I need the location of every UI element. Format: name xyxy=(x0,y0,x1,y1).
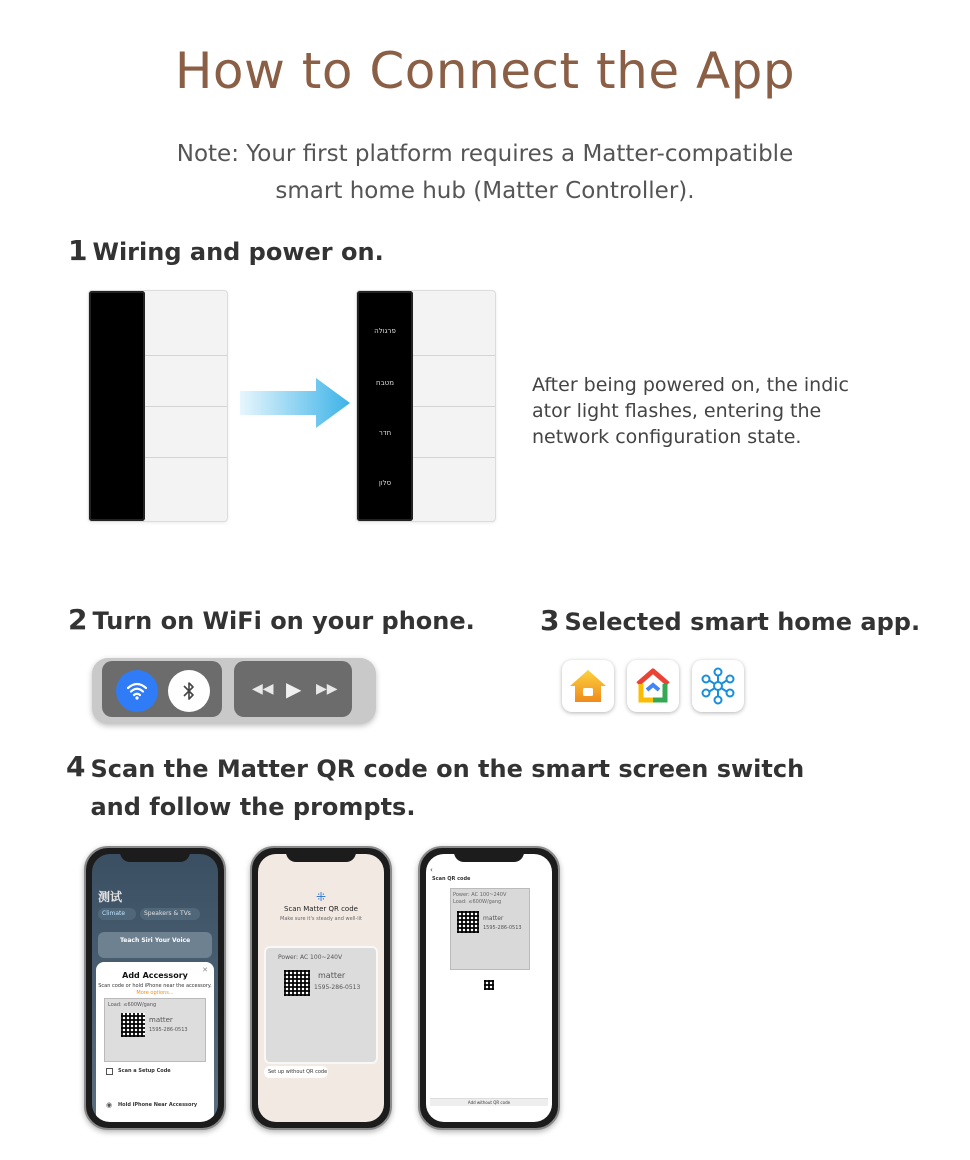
step-label: Selected smart home app. xyxy=(564,608,921,636)
step-1-description: After being powered on, the indic ator light flashes, entering the network configuration state. xyxy=(532,374,850,448)
setup-without-qr-button[interactable]: Set up without QR code xyxy=(264,1066,328,1078)
note-text xyxy=(0,136,970,210)
nfc-icon: ◉ xyxy=(106,1101,113,1109)
note-line-1: Note: Your first platform requires a Matter-compatible xyxy=(176,141,794,167)
phone-add-accessory xyxy=(84,846,226,1130)
switch-label: חדר xyxy=(378,429,392,437)
rewind-icon[interactable]: ◀◀ xyxy=(252,681,274,697)
wifi-icon[interactable] xyxy=(116,670,158,712)
fast-forward-icon[interactable]: ▶▶ xyxy=(316,681,338,697)
qr-code-small xyxy=(484,980,494,990)
switch-before xyxy=(88,290,228,522)
switch-label: סלון xyxy=(378,479,392,487)
step-3-heading xyxy=(540,603,920,641)
phone-screen: 测试 Climate Speakers & TVs Teach Siri Your Voice Add Accessory ✕ Scan code or hold iPhone near the accessory. More options... Load: ≤600W/gang matter 1595-286-0513 Scan a Setup Code Hold iPhone Near Accessory ◉ xyxy=(92,854,218,1122)
page-title: How to Connect the App xyxy=(174,42,796,100)
apple-home-icon[interactable] xyxy=(562,660,614,712)
switch-glass-panel xyxy=(89,291,145,521)
step-label: Scan the Matter QR code on the smart screen switch and follow the prompts. xyxy=(90,755,805,821)
step-2-heading xyxy=(68,602,475,640)
bluetooth-icon[interactable] xyxy=(168,670,210,712)
siri-card[interactable]: Teach Siri Your Voice xyxy=(98,932,212,958)
step-number: 3 xyxy=(540,604,560,637)
step-label: Wiring and power on. xyxy=(92,238,384,266)
media-module xyxy=(234,661,352,717)
step-4-heading xyxy=(66,750,804,826)
qr-code xyxy=(121,1013,145,1037)
control-center-panel xyxy=(92,658,376,724)
more-options-link[interactable]: More options... xyxy=(136,990,174,996)
scan-code-icon xyxy=(106,1068,113,1075)
qr-camera-view: Power: AC 100~240V Load: ≤600W/gang matter 1595-286-0513 xyxy=(450,888,530,970)
close-icon[interactable]: ✕ xyxy=(202,966,208,974)
phone-screen: ‹ Scan QR code Power: AC 100~240V Load: ≤600W/gang matter 1595-286-0513 Add without QR code xyxy=(426,854,552,1122)
qr-camera-view: Load: ≤600W/gang matter 1595-286-0513 xyxy=(104,998,206,1062)
phone-scan-qr xyxy=(418,846,560,1130)
smartthings-icon[interactable] xyxy=(692,660,744,712)
add-without-qr-button[interactable]: Add without QR code xyxy=(430,1098,548,1106)
google-home-icon[interactable] xyxy=(627,660,679,712)
tile-climate[interactable]: Climate xyxy=(98,908,136,920)
qr-camera-view: Power: AC 100~240V matter 1595-286-0513 xyxy=(264,946,378,1064)
qr-code xyxy=(284,970,310,996)
step-number: 1 xyxy=(68,234,88,267)
option-scan-code[interactable]: Scan a Setup Code xyxy=(118,1068,171,1074)
tile-speakers[interactable]: Speakers & TVs xyxy=(140,908,200,920)
matter-logo-icon: ⁜ xyxy=(315,890,327,904)
switch-label: מטבח xyxy=(376,379,394,387)
connectivity-module xyxy=(102,661,222,717)
arrow-right-icon xyxy=(240,376,352,430)
step-1-heading xyxy=(68,233,384,271)
phone-scan-matter xyxy=(250,846,392,1130)
switch-after xyxy=(356,290,496,522)
step-number: 4 xyxy=(66,750,86,783)
step-number: 2 xyxy=(68,603,88,636)
back-icon[interactable]: ‹ xyxy=(430,866,433,874)
qr-code xyxy=(457,911,479,933)
step-label: Turn on WiFi on your phone. xyxy=(92,607,475,635)
note-line-2: smart home hub (Matter Controller). xyxy=(275,178,695,204)
option-hold-near[interactable]: Hold iPhone Near Accessory xyxy=(118,1102,198,1108)
add-accessory-sheet: Add Accessory ✕ Scan code or hold iPhone near the accessory. More options... Load: ≤600W/gang matter 1595-286-0513 Scan a Setup Code Hold iPhone Near Accessory ◉ xyxy=(96,962,214,1122)
switch-label: פרגולה xyxy=(374,327,396,335)
play-icon[interactable]: ▶ xyxy=(286,677,302,701)
phone-screen: ⁜ Scan Matter QR code Make sure it's steady and well-lit Power: AC 100~240V matter 1595-286-0513 Set up without QR code xyxy=(258,854,384,1122)
